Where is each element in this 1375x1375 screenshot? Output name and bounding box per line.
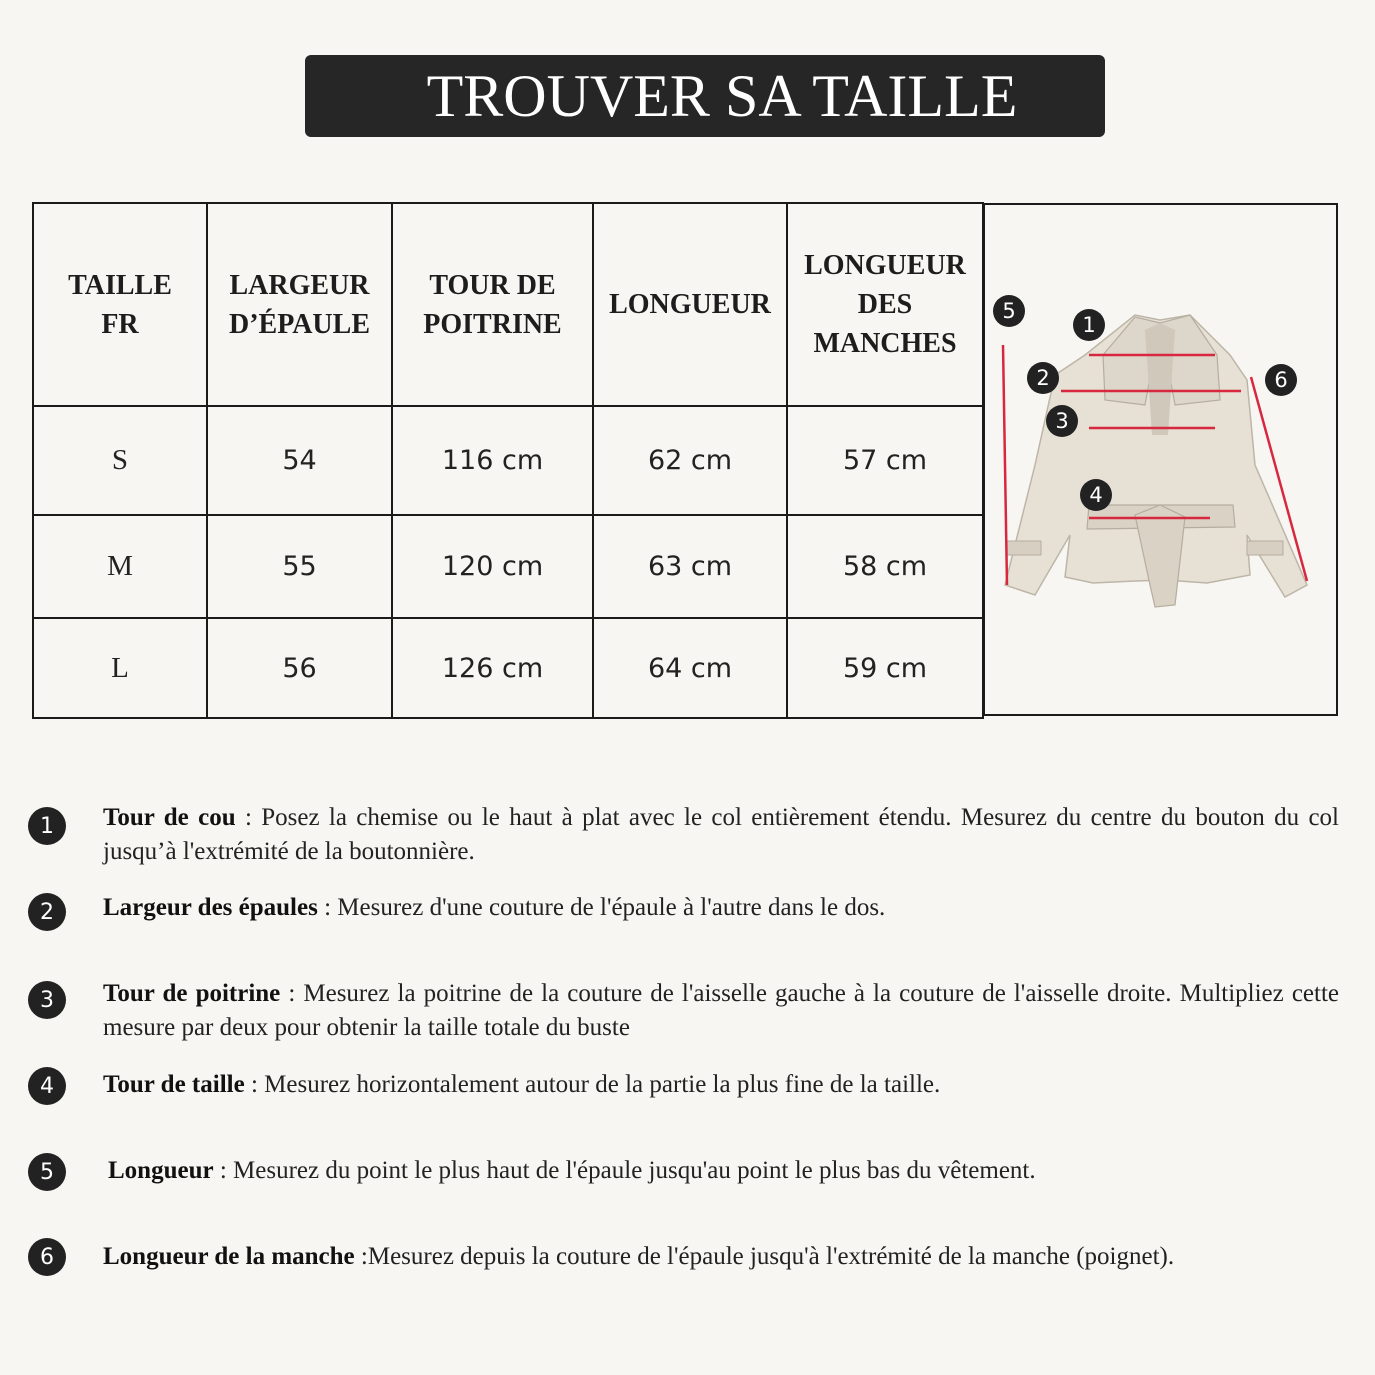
table-row (33, 515, 983, 618)
header-sleeve-length: LONGUEUR DES MANCHES (787, 203, 983, 406)
cell-shoulder: 56 (207, 618, 392, 718)
note-number-badge: 4 (28, 1067, 66, 1105)
note-length (108, 1154, 1344, 1188)
marker-2: 2 (1036, 366, 1050, 390)
note-term: Tour de taille (103, 1071, 245, 1098)
size-table (32, 202, 984, 719)
note-waist (103, 1068, 1339, 1102)
note-text: : Mesurez la poitrine de la couture de l'aisselle gauche à la couture de l'aisselle droite. Multipliez cette mesure par deux pour obtenir la taille totale du buste (103, 980, 1339, 1041)
cell-sleeve: 58 cm (787, 515, 983, 618)
note-text: : Posez la chemise ou le haut à plat avec le col entièrement étendu. Mesurez du centre du bouton du col jusqu’à l'extrémité de la boutonnière. (103, 804, 1339, 865)
cell-size: L (33, 618, 207, 718)
marker-4: 4 (1089, 483, 1103, 507)
note-text: :Mesurez depuis la couture de l'épaule jusqu'à l'extrémité de la manche (poignet). (354, 1243, 1175, 1270)
table-row (33, 406, 983, 515)
note-text: : Mesurez horizontalement autour de la partie la plus fine de la taille. (244, 1071, 941, 1098)
cell-chest: 120 cm (392, 515, 593, 618)
jacket-diagram (983, 203, 1338, 716)
note-text: : Mesurez d'une couture de l'épaule à l'autre dans le dos. (317, 894, 886, 921)
table-row (33, 618, 983, 718)
cell-length: 62 cm (593, 406, 787, 515)
marker-3: 3 (1055, 409, 1069, 433)
header-length: LONGUEUR (593, 203, 787, 406)
note-number-badge: 6 (28, 1238, 66, 1276)
note-number-badge: 5 (28, 1153, 66, 1191)
page-title: TROUVER SA TAILLE (426, 63, 1018, 129)
cuff-left (1007, 541, 1041, 555)
cell-chest: 116 cm (392, 406, 593, 515)
cell-size: S (33, 406, 207, 515)
note-term: Longueur (108, 1157, 214, 1184)
title-banner (305, 55, 1105, 137)
note-number-badge: 1 (28, 807, 66, 845)
cell-length: 63 cm (593, 515, 787, 618)
note-sleeve (103, 1240, 1339, 1274)
note-term: Largeur des épaules (103, 894, 318, 921)
note-term: Longueur de la manche (103, 1243, 355, 1270)
cell-shoulder: 54 (207, 406, 392, 515)
marker-6: 6 (1274, 368, 1288, 392)
measure-line-5 (1003, 345, 1007, 585)
cell-length: 64 cm (593, 618, 787, 718)
header-shoulder-width: LARGEUR D’ÉPAULE (207, 203, 392, 406)
note-text: : Mesurez du point le plus haut de l'épaule jusqu'au point le plus bas du vêtement. (213, 1157, 1036, 1184)
marker-5: 5 (1002, 299, 1016, 323)
note-term: Tour de cou (103, 804, 236, 831)
cell-shoulder: 55 (207, 515, 392, 618)
cell-size: M (33, 515, 207, 618)
cuff-right (1247, 541, 1283, 555)
note-chest (103, 977, 1339, 1045)
note-number-badge: 3 (28, 981, 66, 1019)
note-number-badge: 2 (28, 893, 66, 931)
header-chest: TOUR DE POITRINE (392, 203, 593, 406)
cell-sleeve: 59 cm (787, 618, 983, 718)
header-size: TAILLE FR (33, 203, 207, 406)
cell-chest: 126 cm (392, 618, 593, 718)
table-header-row (33, 203, 983, 406)
jacket-illustration (985, 205, 1340, 718)
note-term: Tour de poitrine (103, 980, 281, 1007)
note-neck (103, 801, 1339, 869)
note-shoulders (103, 891, 1339, 925)
marker-1: 1 (1082, 313, 1096, 337)
cell-sleeve: 57 cm (787, 406, 983, 515)
